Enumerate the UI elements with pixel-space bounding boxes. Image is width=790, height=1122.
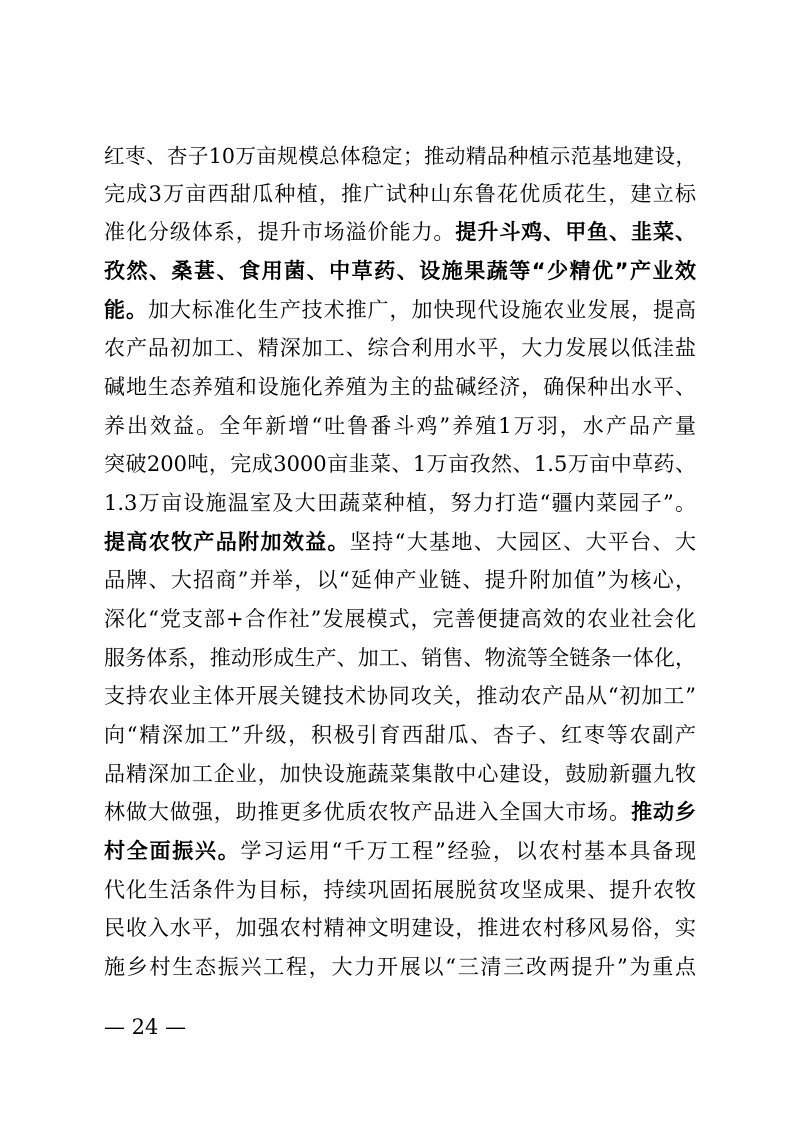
bold-heading-run: 提高农牧产品附加效益。	[104, 530, 350, 554]
text-line	[104, 253, 696, 289]
page-number: — 24 —	[104, 1015, 187, 1039]
text-line	[104, 949, 696, 985]
text-line	[104, 524, 696, 560]
bold-heading-run: 孜然、桑葚、食用菌、中草药、设施果蔬等“少精优”产业效	[104, 259, 696, 283]
text-run: 代化生活条件为目标，持续巩固拓展脱贫攻坚成果、提升农牧	[104, 878, 696, 902]
text-run: 1.3万亩设施温室及大田蔬菜种植，努力打造“疆内菜园子”。	[104, 491, 696, 515]
text-line	[104, 756, 696, 792]
text-run: 学习运用“千万工程”经验，以农村基本具备现	[240, 839, 696, 863]
text-line	[104, 910, 696, 946]
text-run: 施乡村生态振兴工程，大力开展以“三清三改两提升”为重点	[104, 955, 696, 979]
text-line	[104, 408, 696, 444]
text-run: 准化分级体系，提升市场溢价能力。	[104, 220, 456, 244]
text-run: 服务体系，推动形成生产、加工、销售、物流等全链条一体化，	[104, 646, 696, 670]
text-line	[104, 562, 696, 598]
text-run: 完成3万亩西甜瓜种植，推广试种山东鲁花优质花生，建立标	[104, 182, 696, 206]
text-run: 突破200吨，完成3000亩韭菜、1万亩孜然、1.5万亩中草药、	[104, 452, 696, 476]
text-line	[104, 678, 696, 714]
text-run: 农产品初加工、精深加工、综合利用水平，大力发展以低洼盐	[104, 336, 696, 360]
text-line	[104, 446, 696, 482]
text-run: 民收入水平，加强农村精神文明建设，推进农村移风易俗，实	[104, 916, 696, 940]
text-run: 红枣、杏子10万亩规模总体稳定；推动精品种植示范基地建设，	[104, 144, 696, 168]
text-line	[104, 176, 696, 212]
bold-heading-run: 能。	[104, 298, 148, 322]
text-line	[104, 214, 696, 250]
text-line	[104, 601, 696, 637]
text-line	[104, 369, 696, 405]
text-run: 加大标准化生产技术推广，加快现代设施农业发展，提高	[147, 298, 697, 322]
text-run: 向“精深加工”升级，积极引育西甜瓜、杏子、红枣等农副产	[104, 723, 696, 747]
text-line	[104, 330, 696, 366]
text-run: 坚持“大基地、大园区、大平台、大	[349, 530, 696, 554]
text-run: 碱地生态养殖和设施化养殖为主的盐碱经济，确保种出水平、	[104, 375, 696, 399]
bold-heading-run: 村全面振兴。	[104, 839, 241, 863]
text-line	[104, 138, 696, 174]
text-line	[104, 872, 696, 908]
text-run: 品牌、大招商”并举，以“延伸产业链、提升附加值”为核心，	[104, 568, 696, 592]
bold-heading-run: 推动乡	[631, 800, 697, 824]
text-line	[104, 833, 696, 869]
text-run: 林做大做强，助推更多优质农牧产品进入全国大市场。	[104, 800, 632, 824]
bold-heading-run: 提升斗鸡、甲鱼、韭菜、	[455, 220, 697, 244]
text-line	[104, 717, 696, 753]
text-line	[104, 485, 696, 521]
text-line	[104, 794, 696, 830]
text-line	[104, 292, 696, 328]
text-run: 养出效益。全年新增“吐鲁番斗鸡”养殖1万羽，水产品产量	[104, 414, 696, 438]
text-run: 深化“党支部+合作社”发展模式，完善便捷高效的农业社会化	[104, 607, 696, 631]
text-run: 支持农业主体开展关键技术协同攻关，推动农产品从“初加工”	[104, 684, 696, 708]
text-line	[104, 640, 696, 676]
text-run: 品精深加工企业，加快设施蔬菜集散中心建设，鼓励新疆九牧	[104, 762, 696, 786]
